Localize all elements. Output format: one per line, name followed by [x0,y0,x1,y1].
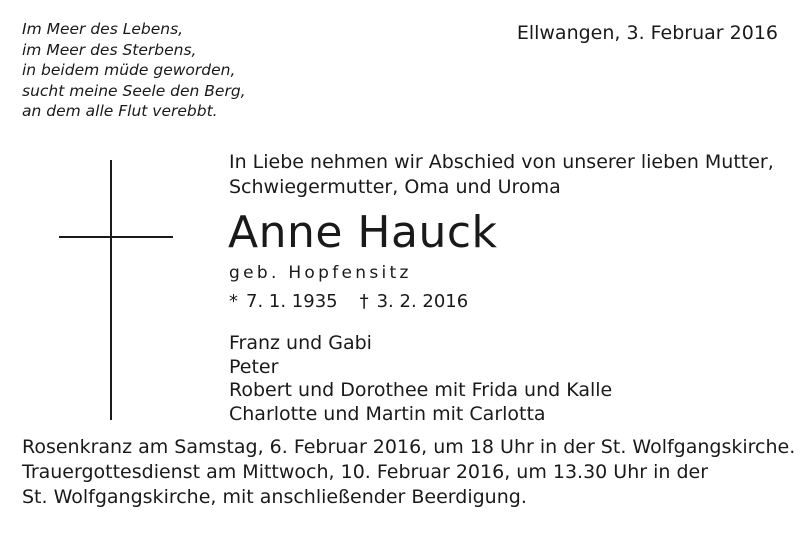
service-line: St. Wolfgangskirche, mit anschließender Beerdigung. [22,486,527,508]
family-list [229,332,612,426]
intro-text [229,150,789,200]
maiden-name: geb. Hopfensitz [229,263,412,283]
place-date: Ellwangen, 3. Februar 2016 [516,22,778,44]
birth-symbol: * [229,291,238,312]
family-line: Franz und Gabi [229,332,372,354]
intro-line: In Liebe nehmen wir Abschied von unserer lieben Mutter, [229,151,774,173]
cross-horizontal-bar [59,236,173,238]
service-line: Trauergottesdienst am Mittwoch, 10. Februar 2016, um 13.30 Uhr in der [22,461,709,483]
poem-line: in beidem müde geworden, [22,61,236,79]
poem-line: Im Meer des Lebens, [22,20,184,38]
life-dates [229,290,468,314]
birth-date: 7. 1. 1935 [246,291,338,312]
cross-vertical-bar [110,160,112,420]
family-line: Robert und Dorothee mit Frida und Kalle [229,379,613,401]
deceased-name: Anne Hauck [228,207,498,258]
poem-verse [22,19,322,122]
death-symbol: † [359,291,369,312]
poem-line: im Meer des Sterbens, [22,40,197,59]
poem-line: sucht meine Seele den Berg, [22,81,246,100]
intro-line: Schwiegermutter, Oma und Uroma [229,176,561,198]
death-date: 3. 2. 2016 [376,291,469,312]
poem-line: an dem alle Flut verebbt. [22,102,218,120]
service-info [22,435,796,510]
family-line: Peter [229,355,279,378]
family-line: Charlotte und Martin mit Carlotta [229,402,546,425]
service-line: Rosenkranz am Samstag, 6. Februar 2016, um 18 Uhr in der St. Wolfgangskirche. [22,436,796,458]
